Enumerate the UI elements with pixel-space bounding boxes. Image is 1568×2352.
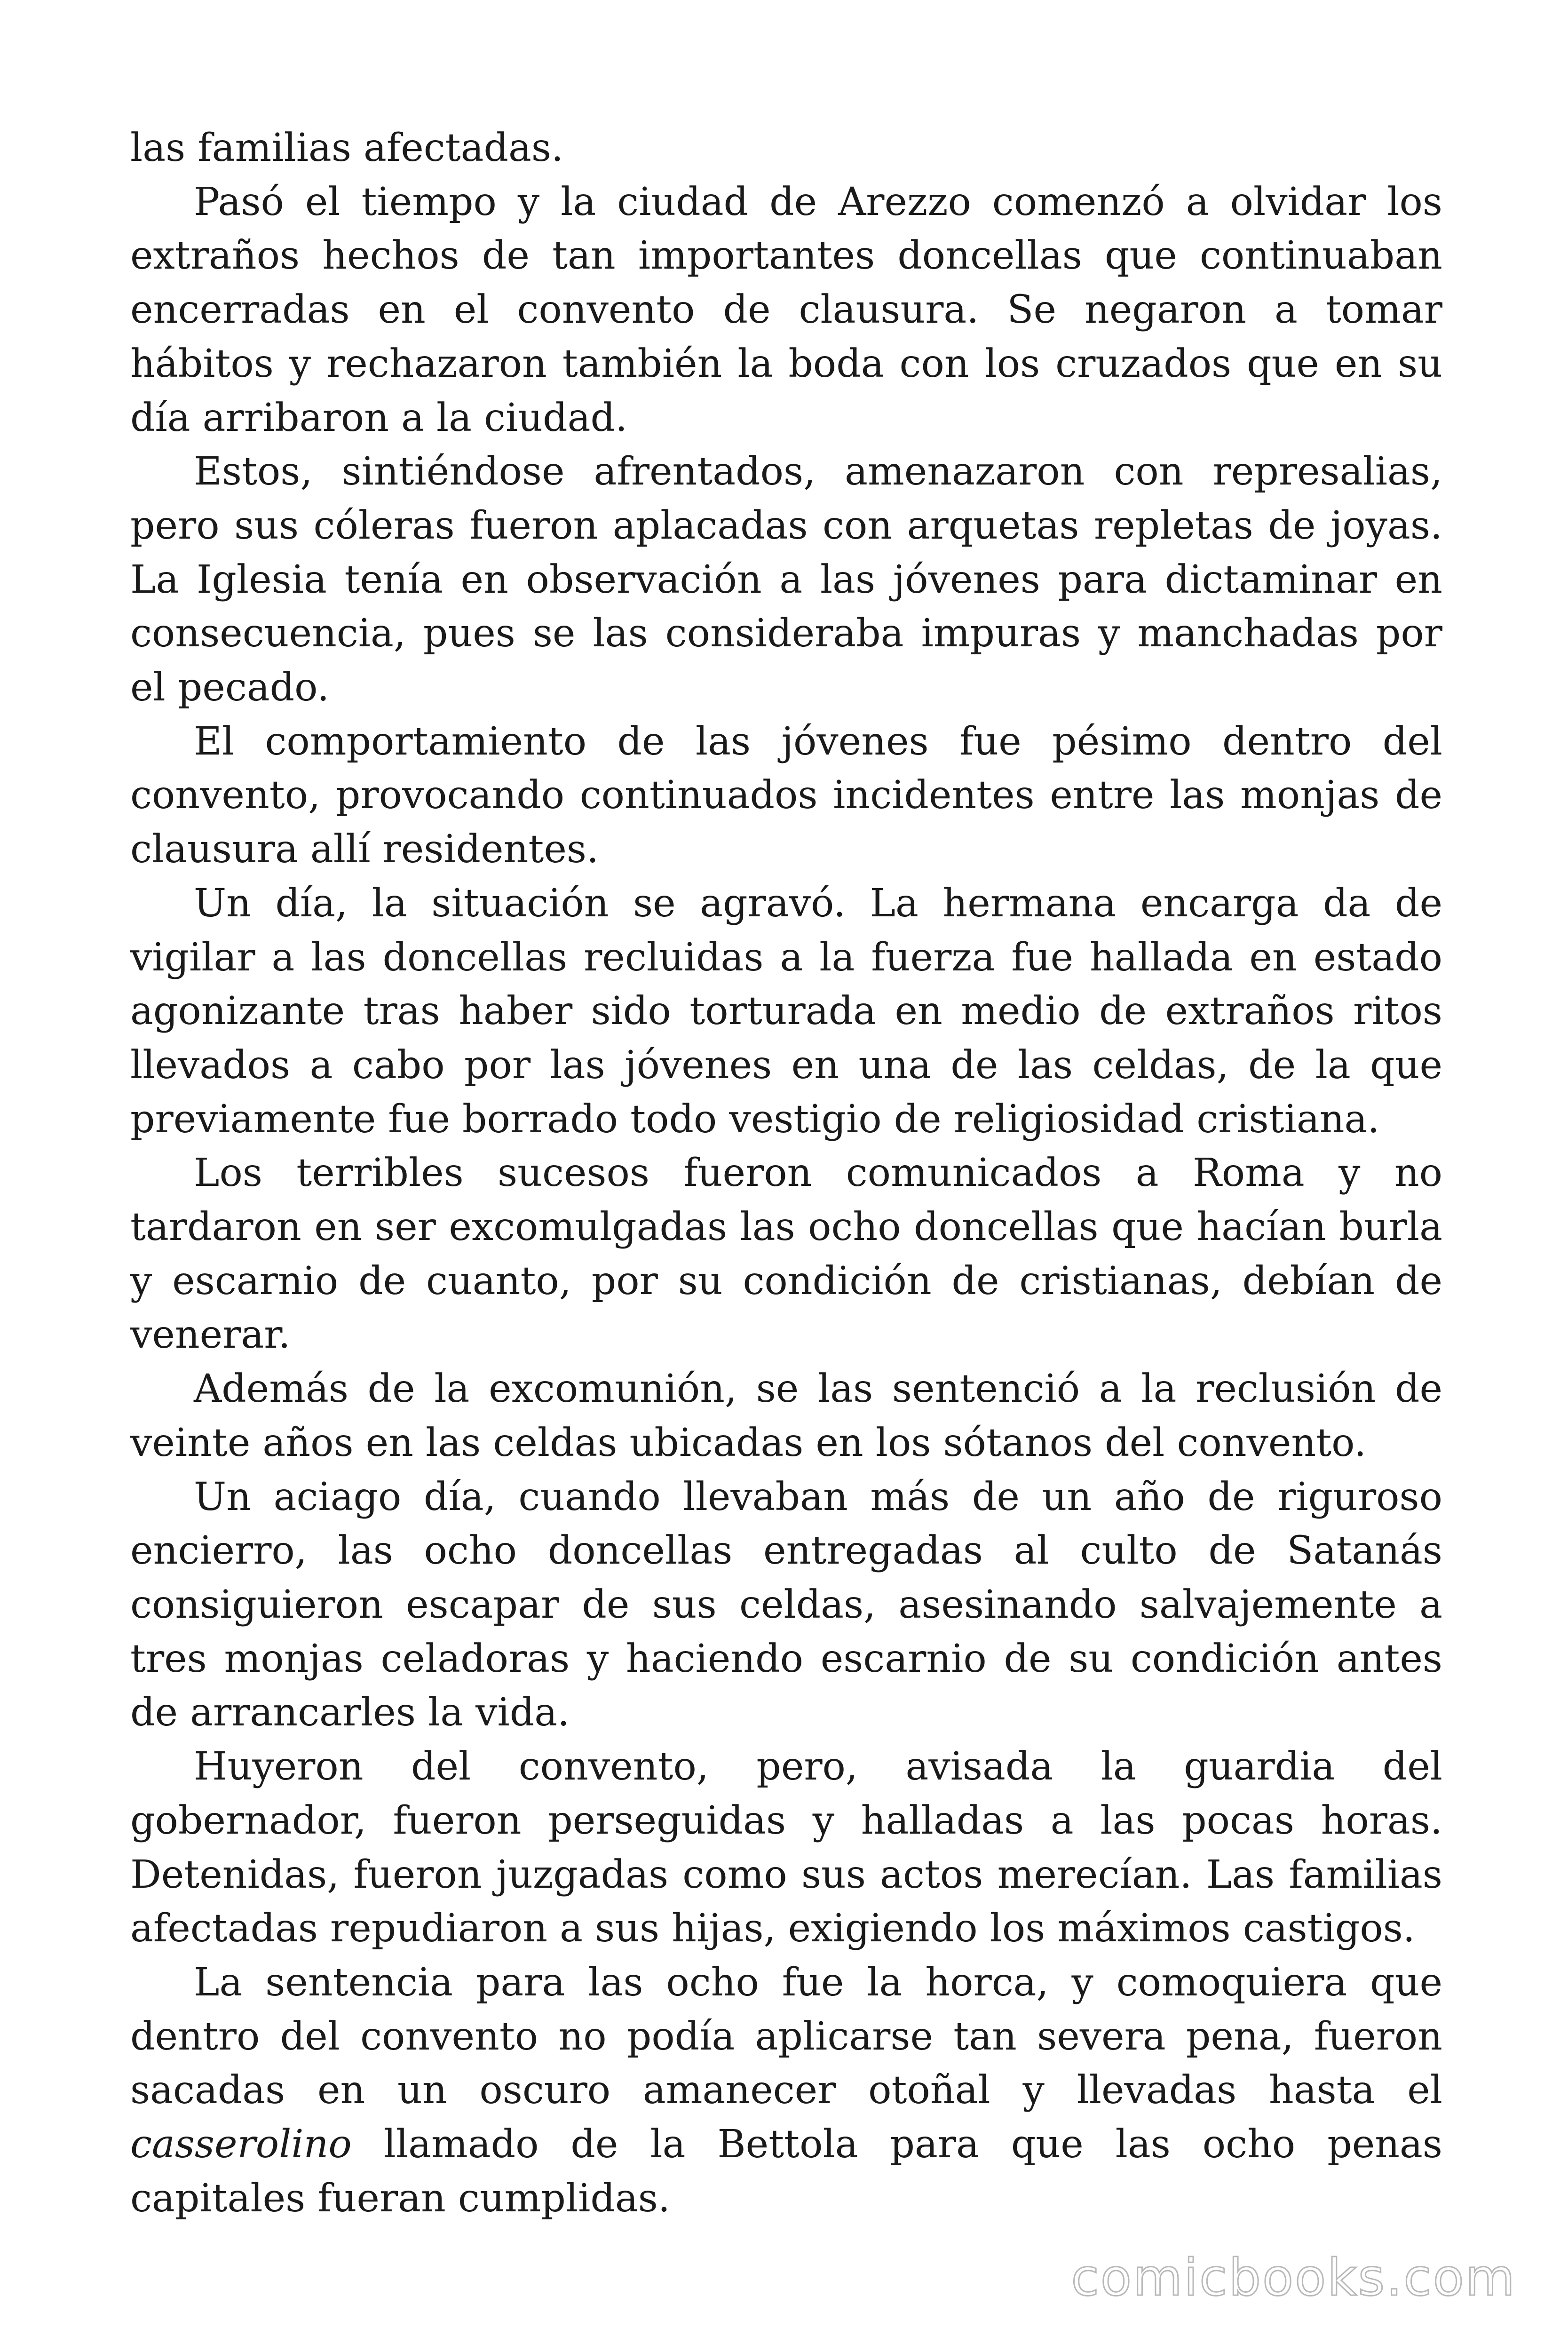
paragraph-1: las familias afectadas. <box>130 126 564 170</box>
paragraph-2: Pasó el tiempo y la ciudad de Arezzo comenzó a olvidar los extraños hechos de tan importantes doncellas que continuaban encerradas en el convento de clausura. Se negaron a tomar hábitos y rechazaron también la boda con los cruzados que en su día arribaron a la ciudad. <box>130 179 1442 440</box>
paragraph-6: Los terribles sucesos fueron comunicados a Roma y no tardaron en ser excomulgadas las ocho doncellas que hacían burla y escarnio de cuanto, por su condición de cristianas, debían de venerar. <box>130 1151 1442 1358</box>
paragraph-10-text-end: llamado de la Bettola para que las ocho penas capitales fueran cumplidas. <box>130 2122 1442 2221</box>
paragraph-5: Un día, la situación se agravó. La hermana encarga da de vigilar a las doncellas recluidas a la fuerza fue hallada en estado agonizante tras haber sido torturada en medio de extraños ritos llevados a cabo por las jóvenes en una de las celdas, de la que previamente fue borrado todo vestigio de religiosidad cristiana. <box>130 881 1442 1142</box>
paragraph-9: Huyeron del convento, pero, avisada la guardia del gobernador, fueron perseguidas y halladas a las pocas horas. Detenidas, fueron juzgadas como sus actos merecían. Las familias afectadas repudiaron a sus hijas, exigiendo los máximos castigos. <box>130 1744 1442 1951</box>
paragraph-4: El comportamiento de las jóvenes fue pésimo dentro del convento, provocando continuados incidentes entre las monjas de clausura allí residentes. <box>130 719 1442 872</box>
italic-term: casserolino <box>130 2122 352 2167</box>
paragraph-8: Un aciago día, cuando llevaban más de un año de riguroso encierro, las ocho doncellas entregadas al culto de Satanás consiguieron escapar de sus celdas, asesinando salvajemente a tres monjas celadoras y haciendo escarnio de su condición antes de arrancarles la vida. <box>130 1474 1442 1735</box>
watermark: comicbooks.com <box>1071 2249 1516 2307</box>
paragraph-10 <box>130 1956 1442 2226</box>
paragraph-10-text-start: La sentencia para las ocho fue la horca, y comoquiera que dentro del convento no podía aplicarse tan severa pena, fueron sacadas en un oscuro amanecer otoñal y llevadas hasta el <box>130 1960 1442 2113</box>
paragraph-3: Estos, sintiéndose afrentados, amenazaron con represalias, pero sus cóleras fueron aplacadas con arquetas repletas de joyas. La Iglesia tenía en observación a las jóvenes para dictaminar en consecuencia, pues se las consideraba impuras y manchadas por el pecado. <box>130 449 1442 710</box>
paragraph-7: Además de la excomunión, se las sentenció a la reclusión de veinte años en las celdas ubicadas en los sótanos del convento. <box>130 1367 1442 1465</box>
book-page-text <box>130 121 1442 2225</box>
